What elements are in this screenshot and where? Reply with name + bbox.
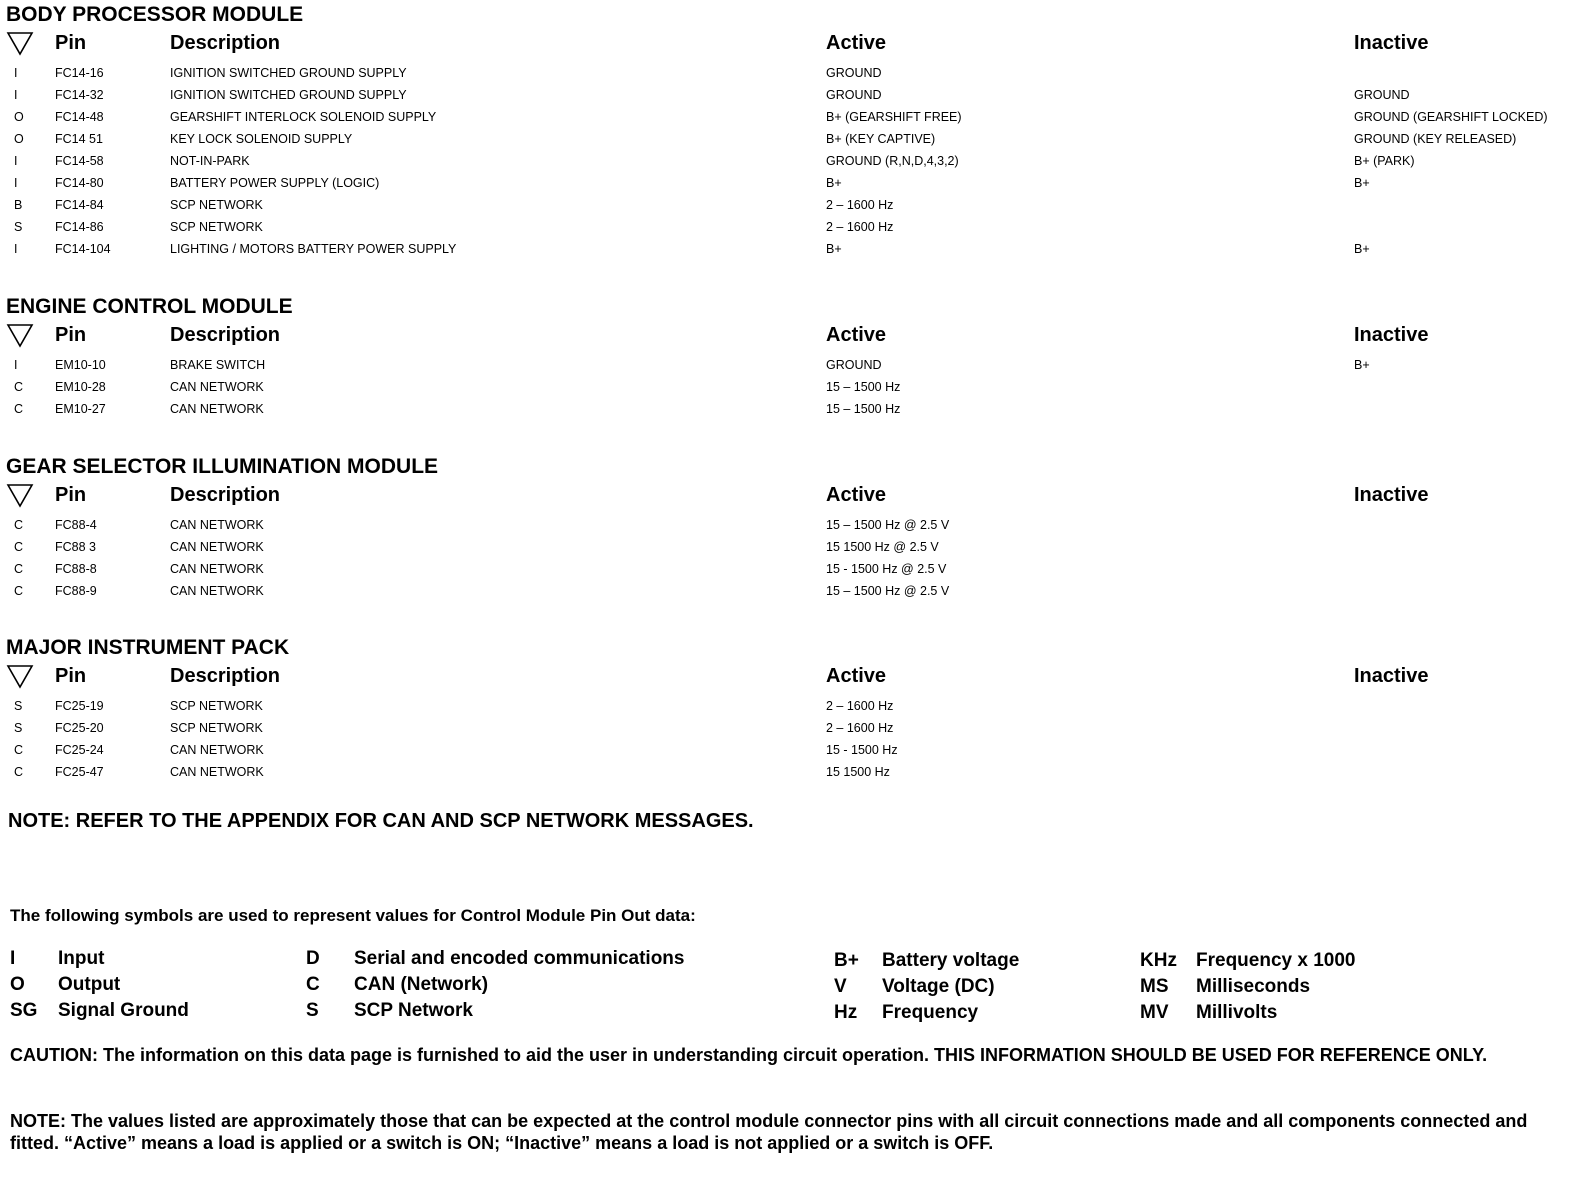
pin-row bbox=[6, 558, 1578, 580]
pin-inactive-value: GROUND (GEARSHIFT LOCKED) bbox=[1354, 110, 1548, 124]
section-body-processor-module bbox=[6, 2, 1578, 260]
pin-type: I bbox=[14, 88, 18, 102]
pin-description: GEARSHIFT INTERLOCK SOLENOID SUPPLY bbox=[170, 110, 437, 124]
pin-header: Pin bbox=[55, 324, 87, 346]
legend-symbol: C bbox=[306, 974, 320, 995]
active-header: Active bbox=[826, 484, 887, 506]
inactive-header: Inactive bbox=[1354, 665, 1429, 687]
pin-type: S bbox=[14, 721, 23, 735]
pin-description: BRAKE SWITCH bbox=[170, 358, 266, 372]
legend-meaning: Serial and encoded communications bbox=[354, 948, 685, 969]
pin-active-value: B+ bbox=[826, 176, 842, 190]
pin-type: O bbox=[14, 132, 24, 146]
section-title: ENGINE CONTROL MODULE bbox=[6, 295, 293, 318]
legend-meaning: Milliseconds bbox=[1196, 976, 1311, 997]
legend-meaning: Input bbox=[58, 948, 105, 969]
pin-id: FC14-104 bbox=[55, 242, 111, 256]
pin-description: CAN NETWORK bbox=[170, 540, 264, 554]
section-engine-control-module bbox=[6, 294, 1578, 420]
pin-description: NOT-IN-PARK bbox=[170, 154, 250, 168]
legend-column bbox=[1140, 948, 1570, 1032]
pin-inactive-value: B+ bbox=[1354, 176, 1370, 190]
pin-row bbox=[6, 536, 1578, 558]
pin-row bbox=[6, 514, 1578, 536]
pin-header: Pin bbox=[55, 484, 87, 506]
pin-type: O bbox=[14, 110, 24, 124]
description-header: Description bbox=[170, 484, 281, 506]
legend-column bbox=[10, 946, 300, 1030]
pin-description: CAN NETWORK bbox=[170, 743, 264, 757]
pin-header: Pin bbox=[55, 32, 87, 54]
pin-active-value: 2 – 1600 Hz bbox=[826, 699, 894, 713]
pin-active-value: GROUND bbox=[826, 88, 882, 102]
pin-description: LIGHTING / MOTORS BATTERY POWER SUPPLY bbox=[170, 242, 457, 256]
pin-row bbox=[6, 194, 1578, 216]
pin-active-value: 2 – 1600 Hz bbox=[826, 721, 894, 735]
legend-meaning: Frequency x 1000 bbox=[1196, 950, 1356, 971]
section-major-instrument-pack bbox=[6, 635, 1578, 783]
pin-row bbox=[6, 580, 1578, 602]
pin-id: FC25-24 bbox=[55, 743, 104, 757]
pin-active-value: 2 – 1600 Hz bbox=[826, 198, 894, 212]
active-header: Active bbox=[826, 324, 887, 346]
pin-type: I bbox=[14, 242, 18, 256]
column-header-row bbox=[6, 663, 1578, 695]
column-header-row bbox=[6, 322, 1578, 354]
symbols-intro: The following symbols are used to represent values for Control Module Pin Out data: bbox=[10, 906, 696, 925]
column-header-row bbox=[6, 30, 1578, 62]
pin-row bbox=[6, 84, 1578, 106]
pin-active-value: 15 1500 Hz @ 2.5 V bbox=[826, 540, 939, 554]
pin-type: I bbox=[14, 66, 18, 80]
pin-active-value: 2 – 1600 Hz bbox=[826, 220, 894, 234]
pin-row bbox=[6, 739, 1578, 761]
pin-type: I bbox=[14, 176, 18, 190]
pin-type: B bbox=[14, 198, 23, 212]
pin-description: CAN NETWORK bbox=[170, 518, 264, 532]
pin-description: CAN NETWORK bbox=[170, 380, 264, 394]
symbol-legend bbox=[10, 946, 1570, 1030]
pin-id: FC14-58 bbox=[55, 154, 104, 168]
section-title: BODY PROCESSOR MODULE bbox=[6, 3, 304, 26]
pin-row bbox=[6, 106, 1578, 128]
pin-type: C bbox=[14, 743, 24, 757]
legend-symbol: SG bbox=[10, 1000, 38, 1021]
pin-id: FC14-80 bbox=[55, 176, 104, 190]
pin-id: FC14-86 bbox=[55, 220, 104, 234]
pin-inactive-value: GROUND bbox=[1354, 88, 1410, 102]
pin-active-value: B+ (KEY CAPTIVE) bbox=[826, 132, 936, 146]
legend-meaning: Output bbox=[58, 974, 121, 995]
pin-row bbox=[6, 150, 1578, 172]
pin-id: EM10-10 bbox=[55, 358, 106, 372]
pin-description: IGNITION SWITCHED GROUND SUPPLY bbox=[170, 66, 407, 80]
pin-type: C bbox=[14, 380, 24, 394]
pin-id: FC88-8 bbox=[55, 562, 97, 576]
pin-inactive-value: B+ (PARK) bbox=[1354, 154, 1415, 168]
active-header: Active bbox=[826, 32, 887, 54]
pin-row bbox=[6, 216, 1578, 238]
pin-id: FC14-84 bbox=[55, 198, 104, 212]
pin-active-value: 15 - 1500 Hz @ 2.5 V bbox=[826, 562, 947, 576]
legend-meaning: CAN (Network) bbox=[354, 974, 489, 995]
pin-active-value: 15 – 1500 Hz @ 2.5 V bbox=[826, 584, 950, 598]
pin-type: S bbox=[14, 220, 23, 234]
column-header-row bbox=[6, 482, 1578, 514]
pin-row bbox=[6, 128, 1578, 150]
section-gear-selector-illumination-module bbox=[6, 454, 1578, 602]
pin-description: SCP NETWORK bbox=[170, 721, 263, 735]
inactive-header: Inactive bbox=[1354, 32, 1429, 54]
legend-meaning: Voltage (DC) bbox=[882, 976, 995, 997]
pin-active-value: B+ (GEARSHIFT FREE) bbox=[826, 110, 962, 124]
inactive-header: Inactive bbox=[1354, 324, 1429, 346]
pin-id: FC14 51 bbox=[55, 132, 103, 146]
pin-active-value: 15 1500 Hz bbox=[826, 765, 890, 779]
pin-inactive-value: B+ bbox=[1354, 358, 1370, 372]
legend-meaning: Signal Ground bbox=[58, 1000, 189, 1021]
legend-symbol: D bbox=[306, 948, 320, 969]
pin-id: FC25-47 bbox=[55, 765, 104, 779]
section-title: MAJOR INSTRUMENT PACK bbox=[6, 636, 290, 659]
legend-symbol: O bbox=[10, 974, 25, 995]
pin-description: SCP NETWORK bbox=[170, 699, 263, 713]
pin-type: C bbox=[14, 402, 24, 416]
pin-description: KEY LOCK SOLENOID SUPPLY bbox=[170, 132, 353, 146]
pin-id: FC14-48 bbox=[55, 110, 104, 124]
values-note: NOTE: The values listed are approximately those that can be expected at the control module connector pins with all circuit connections made and all components connected and fitted. “Active” means a load is applied or a switch is ON; “Inactive” means a load is not applied or a switch is OFF. bbox=[10, 1111, 1528, 1153]
pin-active-value: 15 – 1500 Hz bbox=[826, 402, 901, 416]
description-header: Description bbox=[170, 32, 281, 54]
triangle-icon bbox=[6, 663, 34, 689]
pin-description: CAN NETWORK bbox=[170, 562, 264, 576]
pin-row bbox=[6, 172, 1578, 194]
inactive-header: Inactive bbox=[1354, 484, 1429, 506]
legend-symbol: S bbox=[306, 1000, 319, 1021]
pin-inactive-value: GROUND (KEY RELEASED) bbox=[1354, 132, 1517, 146]
pin-description: CAN NETWORK bbox=[170, 402, 264, 416]
pin-type: C bbox=[14, 584, 24, 598]
pin-id: FC25-19 bbox=[55, 699, 104, 713]
pin-active-value: GROUND bbox=[826, 66, 882, 80]
legend-column bbox=[306, 946, 806, 1030]
pin-type: C bbox=[14, 765, 24, 779]
legend-symbol: B+ bbox=[834, 950, 859, 971]
triangle-icon bbox=[6, 322, 34, 348]
pin-description: BATTERY POWER SUPPLY (LOGIC) bbox=[170, 176, 380, 190]
pin-id: FC88-4 bbox=[55, 518, 97, 532]
pin-type: C bbox=[14, 540, 24, 554]
section-title: GEAR SELECTOR ILLUMINATION MODULE bbox=[6, 455, 439, 478]
pin-active-value: 15 – 1500 Hz @ 2.5 V bbox=[826, 518, 950, 532]
pin-description: IGNITION SWITCHED GROUND SUPPLY bbox=[170, 88, 407, 102]
legend-symbol: I bbox=[10, 948, 16, 969]
description-header: Description bbox=[170, 665, 281, 687]
pin-description: CAN NETWORK bbox=[170, 765, 264, 779]
pin-inactive-value: B+ bbox=[1354, 242, 1370, 256]
pin-id: FC25-20 bbox=[55, 721, 104, 735]
description-header: Description bbox=[170, 324, 281, 346]
triangle-icon bbox=[6, 30, 34, 56]
pin-active-value: 15 – 1500 Hz bbox=[826, 380, 901, 394]
legend-symbol: V bbox=[834, 976, 847, 997]
pin-description: SCP NETWORK bbox=[170, 220, 263, 234]
pin-type: I bbox=[14, 154, 18, 168]
pin-type: I bbox=[14, 358, 18, 372]
pin-description: SCP NETWORK bbox=[170, 198, 263, 212]
legend-meaning: Millivolts bbox=[1196, 1002, 1278, 1023]
pin-active-value: B+ bbox=[826, 242, 842, 256]
pin-row bbox=[6, 398, 1578, 420]
triangle-icon bbox=[6, 482, 34, 508]
legend-symbol: MS bbox=[1140, 976, 1169, 997]
pin-description: CAN NETWORK bbox=[170, 584, 264, 598]
pin-id: FC88 3 bbox=[55, 540, 96, 554]
pin-type: C bbox=[14, 562, 24, 576]
legend-meaning: Battery voltage bbox=[882, 950, 1020, 971]
pin-active-value: 15 - 1500 Hz bbox=[826, 743, 898, 757]
pin-type: C bbox=[14, 518, 24, 532]
pin-row bbox=[6, 761, 1578, 783]
caution-text: CAUTION: The information on this data page is furnished to aid the user in understanding circuit operation. THIS INFORMATION SHOULD BE USED FOR REFERENCE ONLY. bbox=[10, 1045, 1488, 1065]
legend-symbol: KHz bbox=[1140, 950, 1177, 971]
pin-id: FC88-9 bbox=[55, 584, 97, 598]
pin-header: Pin bbox=[55, 665, 87, 687]
pin-type: S bbox=[14, 699, 23, 713]
pin-row bbox=[6, 717, 1578, 739]
pin-row bbox=[6, 376, 1578, 398]
legend-meaning: Frequency bbox=[882, 1002, 979, 1023]
pin-row bbox=[6, 62, 1578, 84]
appendix-note: NOTE: REFER TO THE APPENDIX FOR CAN AND SCP NETWORK MESSAGES. bbox=[8, 810, 754, 832]
pin-id: EM10-28 bbox=[55, 380, 106, 394]
active-header: Active bbox=[826, 665, 887, 687]
pin-row bbox=[6, 695, 1578, 717]
pin-row bbox=[6, 238, 1578, 260]
pin-active-value: GROUND bbox=[826, 358, 882, 372]
legend-symbol: MV bbox=[1140, 1002, 1169, 1023]
pin-id: FC14-16 bbox=[55, 66, 104, 80]
legend-symbol: Hz bbox=[834, 1002, 858, 1023]
pin-row bbox=[6, 354, 1578, 376]
legend-meaning: SCP Network bbox=[354, 1000, 473, 1021]
pin-id: FC14-32 bbox=[55, 88, 104, 102]
pin-id: EM10-27 bbox=[55, 402, 106, 416]
pin-active-value: GROUND (R,N,D,4,3,2) bbox=[826, 154, 959, 168]
legend-column bbox=[834, 948, 1134, 1032]
